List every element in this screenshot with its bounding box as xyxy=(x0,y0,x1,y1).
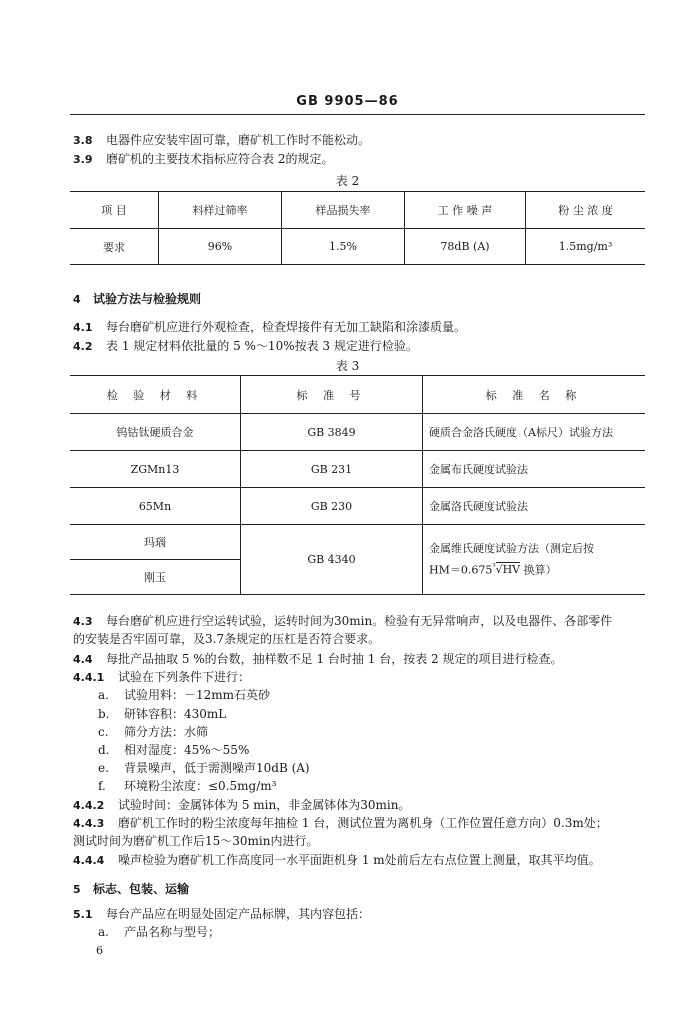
table-3-material: ZGMn13 xyxy=(70,451,241,488)
table-2-header-cell: 样品损失率 xyxy=(282,192,405,229)
clause-number: 4.4.4 xyxy=(73,854,105,867)
table-2-cell: 1.5mg/m³ xyxy=(526,229,646,265)
list-text: 筛分方法：水筛 xyxy=(124,725,209,739)
list-item xyxy=(98,777,276,794)
list-label: d. xyxy=(98,743,110,757)
clause-4-4 xyxy=(73,650,562,667)
clause-text: 表 1 规定材料依批量的 5 %～10%按表 3 规定进行检验。 xyxy=(106,339,418,353)
list-label: e. xyxy=(98,761,109,775)
clause-text: 试验在下列条件下进行： xyxy=(118,670,251,684)
clause-5-1 xyxy=(73,905,370,922)
list-label: f. xyxy=(98,779,106,793)
table-2-cell: 96% xyxy=(159,229,282,265)
clause-text: 磨矿机工作时的粉尘浓度每年抽检 1 台，测试位置为离机身（工作位置任意方向）0.3m处； xyxy=(118,816,608,830)
table-2-header-cell: 工 作 噪 声 xyxy=(405,192,526,229)
table-3 xyxy=(70,375,645,595)
clause-text: 每批产品抽取 5 %的台数，抽样数不足 1 台时抽 1 台，按表 2 规定的项目进行检查。 xyxy=(106,652,563,666)
list-item xyxy=(98,723,208,740)
list-text: 环境粉尘浓度：≤0.5mg/m³ xyxy=(124,779,277,793)
table-3-row xyxy=(70,451,645,488)
clause-4-4-2 xyxy=(73,796,410,813)
clause-number: 4.1 xyxy=(73,321,93,334)
table-2-header-cell: 粉 尘 浓 度 xyxy=(526,192,646,229)
table-2-header-cell: 项 目 xyxy=(70,192,159,229)
table-2 xyxy=(70,191,645,265)
section-title: 标志、包装、运输 xyxy=(93,882,190,896)
clause-text: 每台产品应在明显处固定产品标牌，其内容包括： xyxy=(106,907,371,921)
clause-4-3-cont: 的安装是否牢固可靠，及3.7条规定的压杠是否符合要求。 xyxy=(73,632,381,646)
list-text: 产品名称与型号； xyxy=(124,925,221,939)
table-3-material: 钨钴钛硬质合金 xyxy=(70,414,241,451)
clause-4-2 xyxy=(73,337,418,354)
formula-suffix: 换算） xyxy=(520,563,557,577)
clause-4-4-3-cont: 测试时间为磨矿机工作后15～30min内进行。 xyxy=(73,834,319,848)
table-2-cell: 78dB (A) xyxy=(405,229,526,265)
table-2-header-row xyxy=(70,192,645,229)
formula-lhs: HM＝0.675 xyxy=(429,563,493,577)
table-3-material: 65Mn xyxy=(70,488,241,525)
list-text: 背景噪声，低于需测噪声10dB (A) xyxy=(124,761,310,775)
section-number: 5 xyxy=(73,883,81,896)
page-header: GB 9905—86 xyxy=(296,94,399,109)
table-2-header-cell: 料样过筛率 xyxy=(159,192,282,229)
table-3-std: GB 4340 xyxy=(241,525,423,595)
formula-root-index: ³ xyxy=(492,561,496,571)
list-label: a. xyxy=(98,688,109,702)
table-3-header-cell: 标 准 号 xyxy=(241,376,423,414)
list-text: 相对湿度：45%～55% xyxy=(124,743,250,757)
list-text: 试验用料：－12mm石英砂 xyxy=(124,688,271,702)
clause-4-3 xyxy=(73,612,612,629)
clause-text: 每台磨矿机应进行外观检查，检查焊接件有无加工缺陷和涂漆质量。 xyxy=(106,320,467,334)
clause-number: 4.2 xyxy=(73,340,93,353)
table-3-material: 刚玉 xyxy=(70,560,241,595)
clause-number: 5.1 xyxy=(73,908,93,921)
table-2-cell: 1.5% xyxy=(282,229,405,265)
table-3-header-cell: 检 验 材 料 xyxy=(70,376,241,414)
clause-4-1 xyxy=(73,318,466,335)
header-rule xyxy=(70,114,645,115)
table-2-cell: 要求 xyxy=(70,229,159,265)
table-2-row xyxy=(70,229,645,265)
table-3-std: GB 230 xyxy=(241,488,423,525)
section-number: 4 xyxy=(73,293,81,306)
table-3-std: GB 3849 xyxy=(241,414,423,451)
list-label: b. xyxy=(98,707,110,721)
clause-text: 每台磨矿机应进行空运转试验，运转时间为30min。检验有无异常响声，以及电器件、各部零件 xyxy=(106,614,613,628)
table-3-name: 金属布氏硬度试验法 xyxy=(423,451,646,488)
page-number: 6 xyxy=(96,944,103,957)
list-item xyxy=(98,686,270,703)
clause-text: 磨矿机的主要技术指标应符合表 2的规定。 xyxy=(106,152,334,166)
table-3-name: 金属洛氏硬度试验法 xyxy=(423,488,646,525)
clause-4-4-3 xyxy=(73,814,608,831)
clause-number: 4.4.2 xyxy=(73,799,105,812)
table-3-header-cell: 标 准 名 称 xyxy=(423,376,646,414)
clause-number: 3.9 xyxy=(73,153,93,166)
section-4-title xyxy=(73,290,201,307)
formula-root: √HV xyxy=(495,563,521,577)
table-3-name-line: 金属维氏硬度试验方法（测定后按 xyxy=(429,541,594,555)
table-3-row xyxy=(70,414,645,451)
list-item xyxy=(98,705,226,722)
table-3-caption: 表 3 xyxy=(335,359,360,373)
clause-3-8 xyxy=(73,131,370,148)
clause-4-4-4 xyxy=(73,851,601,868)
clause-3-9 xyxy=(73,150,333,167)
table-3-header-row xyxy=(70,376,645,414)
list-label: a. xyxy=(98,925,109,939)
clause-number: 3.8 xyxy=(73,134,93,147)
list-item xyxy=(98,923,220,940)
clause-number: 4.4 xyxy=(73,653,93,666)
table-3-row xyxy=(70,525,645,560)
section-5-title xyxy=(73,880,189,897)
table-3-name: 硬质合金洛氏硬度（A标尺）试验方法 xyxy=(423,414,646,451)
list-label: c. xyxy=(98,725,109,739)
table-3-material: 玛瑙 xyxy=(70,525,241,560)
section-title: 试验方法与检验规则 xyxy=(93,292,202,306)
list-text: 研钵容积：430mL xyxy=(124,707,227,721)
clause-number: 4.4.1 xyxy=(73,671,105,684)
table-3-name xyxy=(423,525,646,595)
clause-text: 噪声检验为磨矿机工作高度同一水平面距机身 1 m处前后左右点位置上测量，取其平均值。 xyxy=(118,853,601,867)
table-3-std: GB 231 xyxy=(241,451,423,488)
table-2-caption: 表 2 xyxy=(335,174,360,188)
clause-text: 电器件应安装牢固可靠，磨矿机工作时不能松动。 xyxy=(106,133,371,147)
list-item xyxy=(98,759,310,776)
table-3-formula xyxy=(429,558,645,580)
clause-text: 试验时间：金属钵体为 5 min，非金属钵体为30min。 xyxy=(118,798,411,812)
clause-number: 4.4.3 xyxy=(73,817,105,830)
table-3-row xyxy=(70,488,645,525)
clause-4-4-1 xyxy=(73,668,250,685)
clause-number: 4.3 xyxy=(73,615,93,628)
list-item xyxy=(98,741,249,758)
